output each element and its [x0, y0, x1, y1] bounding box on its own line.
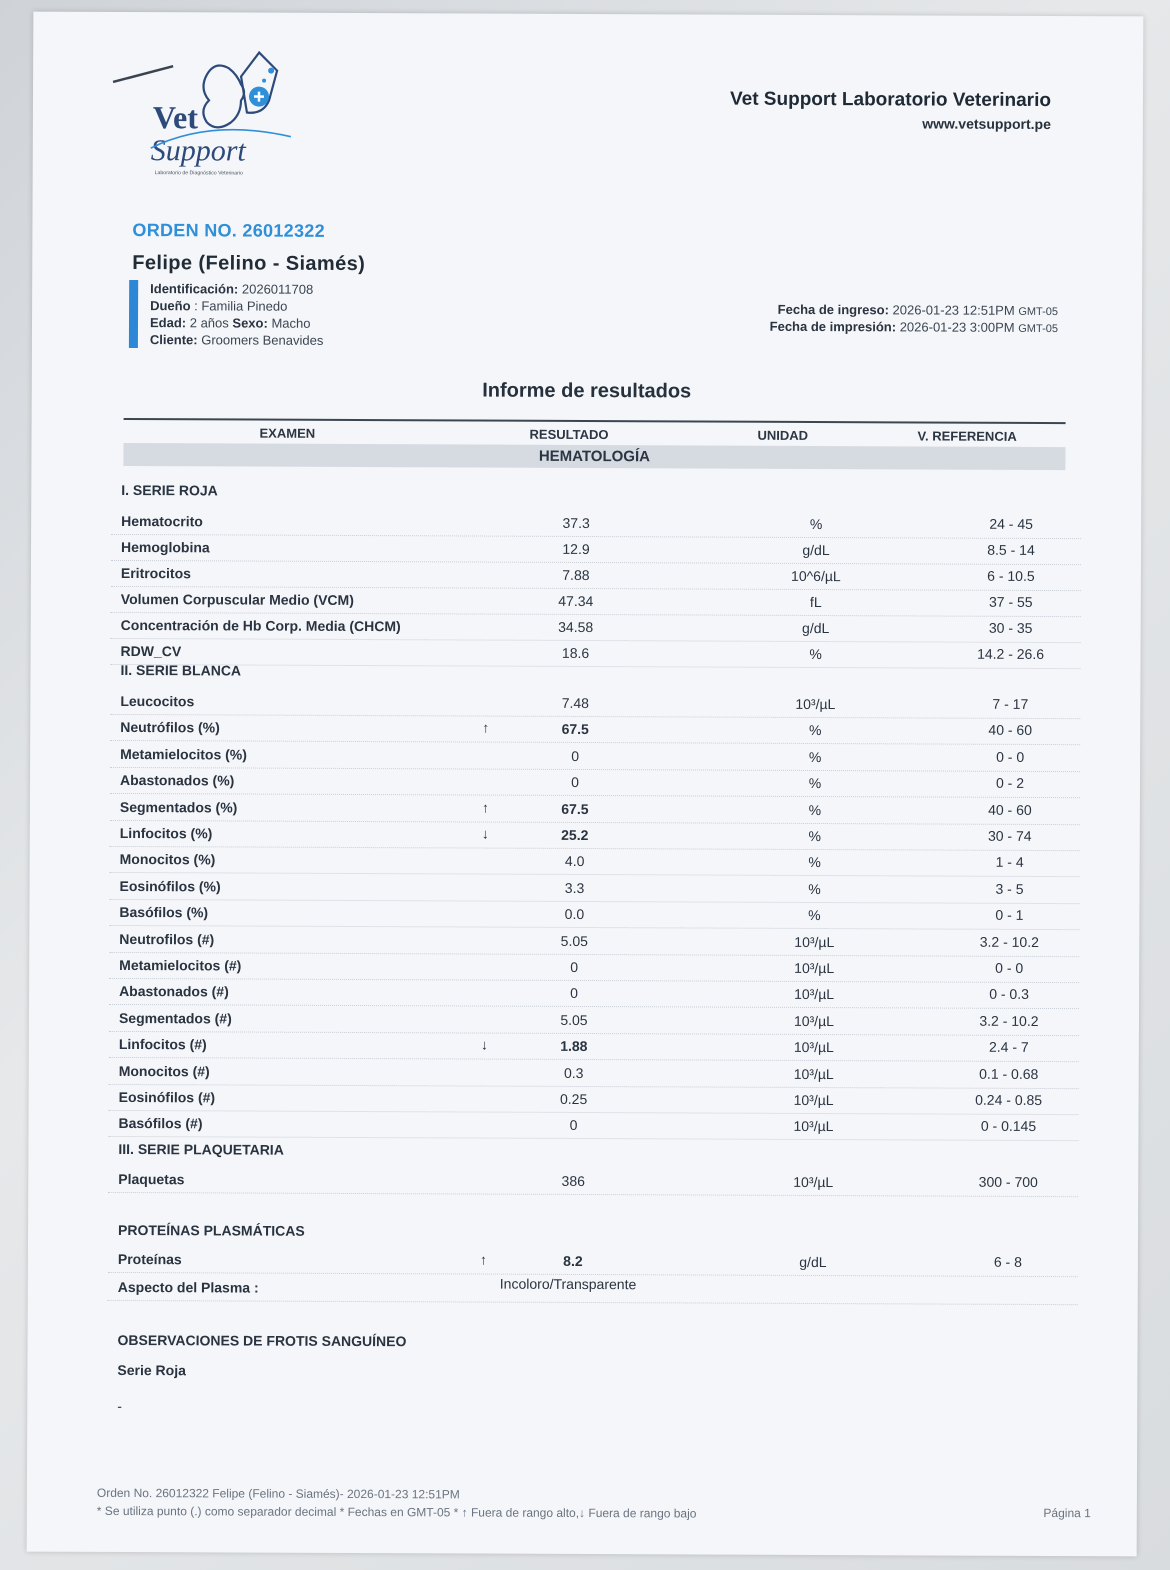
reference-range: 0 - 0 [995, 959, 1024, 976]
result-value: 0 [571, 774, 579, 791]
unit-value: % [808, 801, 822, 818]
lab-name: Vet Support Laboratorio Veterinario [729, 88, 1052, 112]
result-value: 386 [561, 1172, 585, 1190]
range-flag: ↓ [481, 825, 489, 842]
reference-range: 0.24 - 0.85 [975, 1091, 1043, 1108]
range-flag: ↑ [479, 1251, 487, 1268]
entry-date-label: Fecha de ingreso: [777, 301, 889, 318]
unit-value: % [808, 854, 821, 871]
lab-website[interactable]: www.vetsupport.pe [922, 115, 1051, 133]
report-sheet [27, 12, 1144, 1557]
exam-name: Concentración de Hb Corp. Media (CHCM) [120, 616, 401, 635]
unit-value: % [808, 748, 822, 765]
reference-range: 6 - 10.5 [987, 567, 1035, 584]
logo-tagline: Laboratorio de Diagnóstico Veterinario [154, 170, 243, 177]
page-number: Página 1 [1043, 1506, 1091, 1521]
reference-range: 0 - 1 [995, 906, 1024, 924]
logo-text-vet: Vet [152, 99, 199, 136]
unit-value: 10³/µL [793, 1012, 834, 1029]
print-date-tz: GMT-05 [1018, 322, 1059, 336]
reference-range: 6 - 8 [993, 1253, 1022, 1270]
exam-name: Linfocitos (%) [119, 824, 213, 842]
reference-range: 37 - 55 [988, 593, 1033, 610]
result-value: 34.58 [558, 618, 594, 636]
exam-name: Abastonados (#) [119, 983, 229, 1000]
table-row [108, 1110, 1078, 1141]
result-value: 18.6 [561, 644, 590, 662]
exam-name: Eritrocitos [120, 564, 191, 582]
order-number: ORDEN NO. 26012322 [132, 220, 325, 241]
patient-name: Felipe (Felino - Siamés) [132, 252, 366, 276]
table-top-rule [124, 418, 1066, 424]
table-row [111, 638, 1081, 669]
reference-range: 8.5 - 14 [987, 541, 1035, 558]
exam-name: Plaquetas [118, 1170, 185, 1188]
result-value: 1.88 [560, 1038, 588, 1055]
info-sex-label: Sexo: [232, 315, 268, 331]
entry-date [778, 302, 1058, 318]
unit-value: fL [809, 593, 822, 611]
exam-name: Volumen Corpuscular Medio (VCM) [120, 590, 354, 608]
unit-value: 10³/µL [794, 959, 835, 977]
result-value: 0.0 [564, 906, 585, 923]
reference-range: 300 - 700 [978, 1173, 1038, 1190]
reference-range: 7 - 17 [992, 695, 1029, 712]
exam-name: Neutrófilos (%) [120, 719, 220, 736]
exam-name: Abastonados (%) [119, 772, 235, 789]
unit-value: % [808, 907, 821, 924]
plasma-aspect-value: Incoloro/Transparente [499, 1275, 637, 1293]
result-value: 0 [571, 747, 580, 764]
unit-value: 10³/µL [795, 695, 836, 713]
exam-name: Linfocitos (#) [118, 1036, 207, 1053]
info-client-value: Groomers Benavides [201, 332, 324, 348]
exam-name: Monocitos (#) [118, 1062, 210, 1079]
print-date [770, 319, 1058, 335]
reference-range: 30 - 74 [987, 827, 1032, 844]
table-row [108, 1246, 1078, 1277]
info-id-value: 2026011708 [241, 281, 314, 297]
exam-name: Leucocitos [120, 692, 195, 710]
result-value: 0 [570, 958, 579, 975]
unit-value: 10^6/µL [791, 567, 841, 585]
result-value: 5.05 [560, 932, 588, 949]
reference-range: 14.2 - 26.6 [977, 645, 1045, 663]
col-header-result: RESULTADO [529, 426, 609, 443]
exam-name: Proteínas [117, 1250, 182, 1268]
result-value: 7.48 [561, 694, 590, 712]
unit-value: 10³/µL [793, 1039, 834, 1056]
unit-value: 10³/µL [793, 1118, 834, 1135]
exam-name: Monocitos (%) [119, 851, 216, 868]
result-value: 4.0 [564, 853, 585, 870]
result-value: 8.2 [563, 1252, 583, 1269]
result-value: 12.9 [562, 540, 590, 558]
unit-value: % [808, 722, 822, 739]
unit-value: % [809, 645, 822, 663]
result-value: 0 [570, 985, 579, 1002]
result-value: 67.5 [561, 721, 589, 738]
group-observations: OBSERVACIONES DE FROTIS SANGUÍNEO [117, 1331, 407, 1350]
table-row [108, 1166, 1078, 1197]
result-value: 7.88 [562, 566, 590, 584]
group-plasma-proteins: PROTEÍNAS PLASMÁTICAS [118, 1221, 305, 1239]
patient-info-accent-bar [129, 280, 138, 348]
range-flag: ↑ [481, 799, 489, 816]
unit-value: 10³/µL [793, 1091, 834, 1109]
unit-value: 10³/µL [794, 986, 835, 1003]
print-date-label: Fecha de impresión: [769, 318, 897, 335]
observations-text: - [117, 1397, 122, 1414]
reference-range: 3.2 - 10.2 [979, 933, 1039, 950]
unit-value: g/dL [802, 541, 830, 559]
reference-range: 0 - 0.145 [980, 1118, 1037, 1135]
exam-name: Neutrofilos (#) [119, 930, 215, 947]
reference-range: 0 - 0.3 [989, 986, 1029, 1003]
unit-value: g/dL [802, 619, 830, 637]
info-age-label: Edad: [149, 315, 187, 331]
report-title: Informe de resultados [482, 379, 692, 403]
footer-notes: * Se utiliza punto (.) como separador decimal * Fechas en GMT-05 * ↑ Fuera de rango alto,↓ Fuera de rango bajo [96, 1503, 697, 1521]
col-header-unit: UNIDAD [757, 427, 809, 443]
info-owner [150, 298, 287, 314]
unit-value: 10³/µL [794, 933, 835, 950]
reference-range: 0 - 0 [996, 748, 1025, 765]
exam-name: Hematocrito [121, 512, 203, 530]
reference-range: 40 - 60 [988, 801, 1032, 818]
info-owner-value: : Familia Pinedo [194, 298, 288, 314]
reference-range: 40 - 60 [988, 722, 1033, 739]
result-value: 3.3 [564, 879, 585, 896]
info-id-label: Identificación: [150, 281, 239, 297]
reference-range: 1 - 4 [995, 854, 1024, 871]
footer-order-line: Orden No. 26012322 Felipe (Felino - Siamés)- 2026-01-23 12:51PM [96, 1485, 460, 1502]
info-sex-value: Macho [271, 315, 311, 331]
entry-date-value: 2026-01-23 12:51PM [892, 302, 1015, 318]
exam-name: Segmentados (#) [118, 1009, 232, 1027]
range-flag: ↓ [480, 1036, 488, 1053]
unit-value: g/dL [799, 1253, 827, 1271]
plasma-aspect-label: Aspecto del Plasma : [117, 1278, 259, 1296]
exam-name: Basófilos (#) [118, 1115, 203, 1132]
info-client [150, 332, 323, 348]
result-value: 25.2 [561, 826, 589, 844]
range-flag: ↑ [482, 719, 490, 736]
unit-value: % [808, 775, 822, 792]
exam-name: Hemoglobina [120, 538, 210, 556]
section-hematology [123, 443, 1065, 470]
reference-range: 30 - 35 [988, 619, 1033, 636]
vet-support-logo [111, 48, 302, 179]
exam-name: RDW_CV [120, 642, 182, 660]
info-age-sex [150, 315, 311, 331]
print-date-value: 2026-01-23 3:00PM [899, 319, 1015, 335]
exam-name: Eosinófilos (%) [119, 877, 221, 895]
result-value: 5.05 [560, 1011, 588, 1028]
group-white-series: II. SERIE BLANCA [120, 661, 242, 679]
result-value: 0.25 [559, 1090, 588, 1108]
info-owner-label: Dueño [150, 298, 191, 314]
exam-name: Basófilos (%) [119, 904, 209, 921]
info-identification [150, 281, 313, 297]
exam-name: Metamielocitos (#) [119, 956, 242, 974]
observations-red-series: Serie Roja [117, 1361, 186, 1379]
exam-name: Metamielocitos (%) [120, 745, 247, 763]
unit-value: 10³/µL [793, 1065, 834, 1082]
group-red-series: I. SERIE ROJA [121, 481, 218, 499]
result-value: 37.3 [562, 514, 590, 532]
section-hematology-label: HEMATOLOGÍA [538, 447, 651, 466]
info-client-label: Cliente: [149, 332, 198, 348]
unit-value: % [808, 827, 822, 845]
result-value: 47.34 [558, 592, 594, 610]
reference-range: 3.2 - 10.2 [979, 1012, 1039, 1029]
info-age-value: 2 años [189, 315, 229, 331]
unit-value: 10³/µL [793, 1173, 834, 1191]
unit-value: % [808, 880, 821, 897]
col-header-exam: EXAMEN [259, 425, 316, 441]
entry-date-tz: GMT-05 [1018, 305, 1059, 319]
exam-name: Eosinófilos (#) [118, 1088, 216, 1106]
result-value: 0.3 [563, 1064, 584, 1081]
reference-range: 3 - 5 [995, 880, 1024, 897]
reference-range: 24 - 45 [989, 515, 1033, 532]
reference-range: 0 - 2 [995, 774, 1025, 792]
result-value: 67.5 [561, 800, 589, 817]
group-platelet-series: III. SERIE PLAQUETARIA [118, 1140, 284, 1158]
unit-value: % [809, 515, 823, 533]
result-value: 0 [569, 1117, 578, 1134]
reference-range: 2.4 - 7 [988, 1038, 1029, 1056]
logo-text-support: Support [150, 134, 246, 168]
reference-range: 0.1 - 0.68 [979, 1065, 1039, 1082]
exam-name: Segmentados (%) [119, 798, 238, 816]
col-header-reference: V. REFERENCIA [917, 428, 1017, 444]
